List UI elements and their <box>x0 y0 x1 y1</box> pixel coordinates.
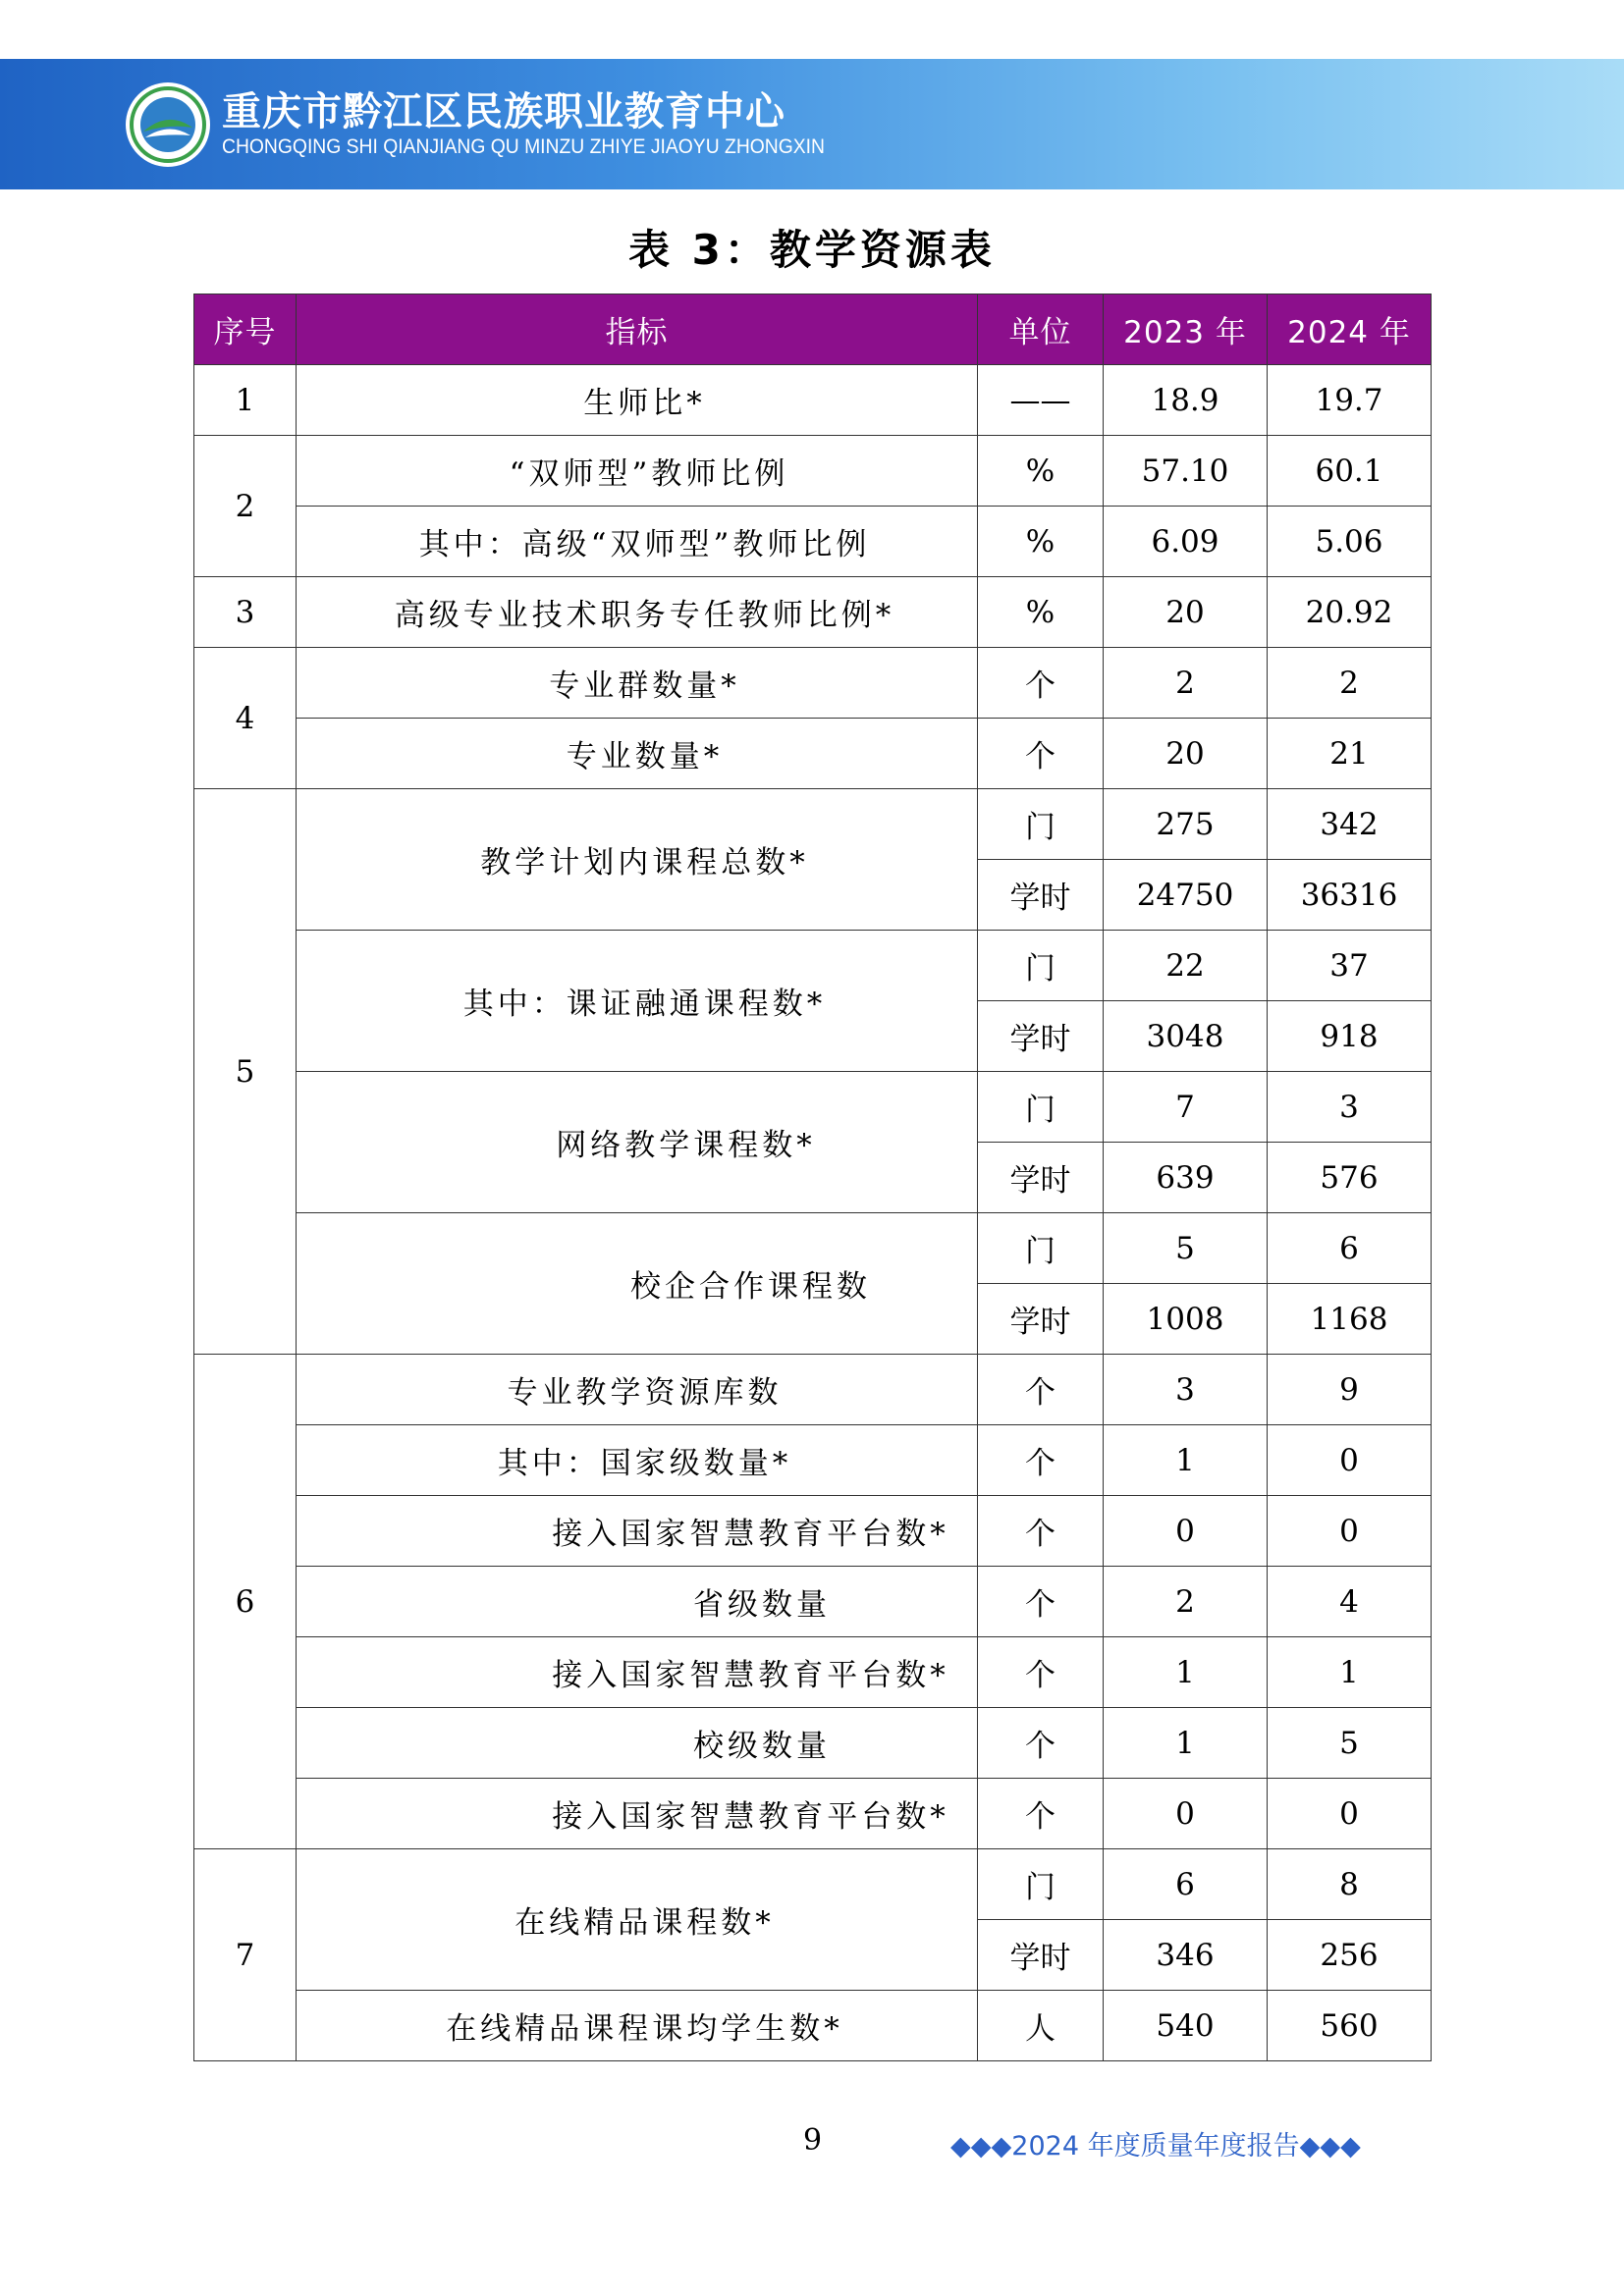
row-unit: 学时 <box>978 1001 1104 1072</box>
row-unit: 个 <box>978 1637 1104 1708</box>
row-value-2024: 21 <box>1268 719 1432 789</box>
row-value-2023: 1 <box>1104 1425 1268 1496</box>
school-logo-icon <box>124 80 212 169</box>
table-title: 表 3：教学资源表 <box>628 226 996 274</box>
row-indicator: 校级数量 <box>297 1708 978 1779</box>
table-row <box>194 1849 1432 1920</box>
row-value-2023: 6 <box>1104 1849 1268 1920</box>
row-indicator: 其中：课证融通课程数* <box>297 931 978 1072</box>
row-indicator: “双师型”教师比例 <box>297 436 978 507</box>
row-unit: 个 <box>978 1496 1104 1567</box>
row-indicator: 专业群数量* <box>297 648 978 719</box>
row-value-2023: 346 <box>1104 1920 1268 1991</box>
header-2023: 2023 年 <box>1104 294 1268 365</box>
row-value-2023: 1 <box>1104 1637 1268 1708</box>
row-unit: 门 <box>978 789 1104 860</box>
row-value-2023: 18.9 <box>1104 365 1268 436</box>
row-indicator: 其中：高级“双师型”教师比例 <box>297 507 978 577</box>
row-unit: 个 <box>978 1708 1104 1779</box>
row-value-2024: 918 <box>1268 1001 1432 1072</box>
row-value-2024: 0 <box>1268 1496 1432 1567</box>
row-value-2024: 9 <box>1268 1355 1432 1425</box>
row-indicator: 在线精品课程数* <box>297 1849 978 1991</box>
table-row <box>194 365 1432 436</box>
row-indicator: 其中：国家级数量* <box>297 1425 978 1496</box>
header-indicator: 指标 <box>297 294 978 365</box>
row-unit: 个 <box>978 719 1104 789</box>
row-unit: 学时 <box>978 1284 1104 1355</box>
row-value-2024: 6 <box>1268 1213 1432 1284</box>
table-row <box>194 577 1432 648</box>
row-value-2024: 5.06 <box>1268 507 1432 577</box>
row-value-2023: 7 <box>1104 1072 1268 1143</box>
row-value-2024: 60.1 <box>1268 436 1432 507</box>
table-row <box>194 789 1432 860</box>
table-row <box>194 436 1432 507</box>
row-value-2024: 20.92 <box>1268 577 1432 648</box>
row-unit: 个 <box>978 1425 1104 1496</box>
row-value-2024: 36316 <box>1268 860 1432 931</box>
row-value-2024: 576 <box>1268 1143 1432 1213</box>
row-no: 5 <box>194 789 297 1355</box>
report-name: ◆◆◆2024 年度质量年度报告◆◆◆ <box>950 2131 1361 2162</box>
row-value-2024: 0 <box>1268 1779 1432 1849</box>
row-value-2024: 5 <box>1268 1708 1432 1779</box>
row-no: 7 <box>194 1849 297 2061</box>
row-indicator: 高级专业技术职务专任教师比例* <box>297 577 978 648</box>
table-row <box>194 1567 1432 1637</box>
row-unit: 学时 <box>978 1143 1104 1213</box>
row-no: 1 <box>194 365 297 436</box>
row-unit: 门 <box>978 1072 1104 1143</box>
header-unit: 单位 <box>978 294 1104 365</box>
row-indicator: 校企合作课程数 <box>297 1213 978 1355</box>
row-value-2024: 256 <box>1268 1920 1432 1991</box>
row-value-2023: 3 <box>1104 1355 1268 1425</box>
row-value-2023: 1008 <box>1104 1284 1268 1355</box>
row-value-2023: 540 <box>1104 1991 1268 2061</box>
table-row <box>194 1213 1432 1284</box>
header-no: 序号 <box>194 294 297 365</box>
table-row <box>194 1991 1432 2061</box>
row-indicator: 专业教学资源库数 <box>297 1355 978 1425</box>
page-number: 9 <box>803 2123 823 2158</box>
row-value-2024: 2 <box>1268 648 1432 719</box>
table-row <box>194 1355 1432 1425</box>
row-value-2023: 0 <box>1104 1496 1268 1567</box>
row-unit: —— <box>978 365 1104 436</box>
row-unit: 学时 <box>978 860 1104 931</box>
table-row <box>194 1637 1432 1708</box>
row-unit: % <box>978 577 1104 648</box>
org-name: 重庆市黔江区民族职业教育中心 <box>222 89 785 134</box>
row-value-2024: 1 <box>1268 1637 1432 1708</box>
row-unit: % <box>978 436 1104 507</box>
row-unit: 人 <box>978 1991 1104 2061</box>
table-row <box>194 1496 1432 1567</box>
row-unit: 个 <box>978 1355 1104 1425</box>
row-indicator: 省级数量 <box>297 1567 978 1637</box>
row-indicator: 教学计划内课程总数* <box>297 789 978 931</box>
row-value-2023: 275 <box>1104 789 1268 860</box>
row-value-2023: 639 <box>1104 1143 1268 1213</box>
row-indicator: 专业数量* <box>297 719 978 789</box>
row-no: 6 <box>194 1355 297 1849</box>
table-row <box>194 1779 1432 1849</box>
row-no: 2 <box>194 436 297 577</box>
row-value-2023: 20 <box>1104 577 1268 648</box>
row-no: 3 <box>194 577 297 648</box>
row-value-2023: 2 <box>1104 648 1268 719</box>
row-unit: 学时 <box>978 1920 1104 1991</box>
row-indicator: 接入国家智慧教育平台数* <box>297 1779 978 1849</box>
row-no: 4 <box>194 648 297 789</box>
row-value-2024: 8 <box>1268 1849 1432 1920</box>
header-banner <box>0 59 1624 189</box>
row-value-2024: 4 <box>1268 1567 1432 1637</box>
row-value-2024: 342 <box>1268 789 1432 860</box>
row-unit: 门 <box>978 1849 1104 1920</box>
row-value-2023: 57.10 <box>1104 436 1268 507</box>
row-indicator: 生师比* <box>297 365 978 436</box>
table-header-row <box>194 294 1432 365</box>
table-row <box>194 931 1432 1001</box>
row-indicator: 接入国家智慧教育平台数* <box>297 1496 978 1567</box>
org-pinyin: CHONGQING SHI QIANJIANG QU MINZU ZHIYE JIAOYU ZHONGXIN <box>222 135 825 158</box>
table-row <box>194 1425 1432 1496</box>
row-unit: 个 <box>978 1567 1104 1637</box>
row-value-2023: 0 <box>1104 1779 1268 1849</box>
row-value-2023: 22 <box>1104 931 1268 1001</box>
row-value-2024: 3 <box>1268 1072 1432 1143</box>
row-value-2023: 2 <box>1104 1567 1268 1637</box>
table-row <box>194 648 1432 719</box>
row-unit: 个 <box>978 648 1104 719</box>
row-value-2023: 5 <box>1104 1213 1268 1284</box>
row-value-2024: 37 <box>1268 931 1432 1001</box>
row-indicator: 网络教学课程数* <box>297 1072 978 1213</box>
row-unit: 门 <box>978 931 1104 1001</box>
row-value-2024: 19.7 <box>1268 365 1432 436</box>
row-value-2023: 1 <box>1104 1708 1268 1779</box>
row-value-2024: 0 <box>1268 1425 1432 1496</box>
table-row <box>194 507 1432 577</box>
header-2024: 2024 年 <box>1268 294 1432 365</box>
row-unit: % <box>978 507 1104 577</box>
table-row <box>194 719 1432 789</box>
row-indicator: 在线精品课程课均学生数* <box>297 1991 978 2061</box>
row-value-2024: 560 <box>1268 1991 1432 2061</box>
row-unit: 个 <box>978 1779 1104 1849</box>
row-value-2023: 24750 <box>1104 860 1268 931</box>
row-unit: 门 <box>978 1213 1104 1284</box>
table-row <box>194 1708 1432 1779</box>
row-value-2023: 6.09 <box>1104 507 1268 577</box>
teaching-resource-table <box>193 294 1432 2061</box>
row-value-2023: 20 <box>1104 719 1268 789</box>
row-value-2023: 3048 <box>1104 1001 1268 1072</box>
table-row <box>194 1072 1432 1143</box>
row-indicator: 接入国家智慧教育平台数* <box>297 1637 978 1708</box>
row-value-2024: 1168 <box>1268 1284 1432 1355</box>
